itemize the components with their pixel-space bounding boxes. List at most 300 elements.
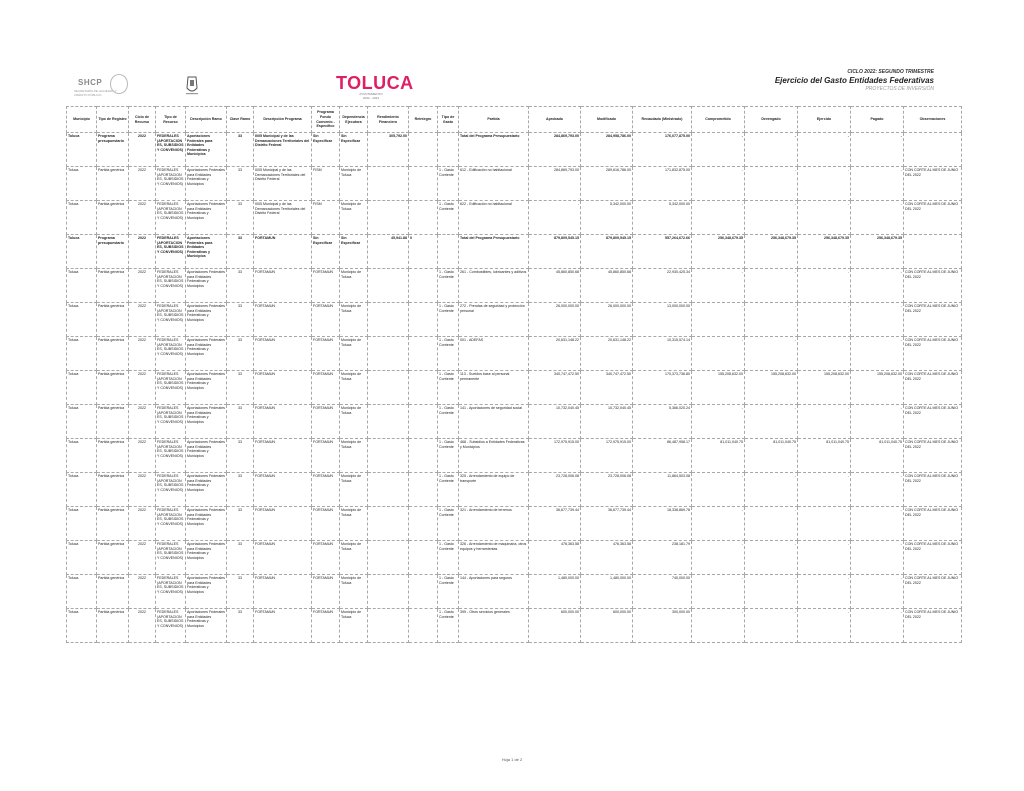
table-cell: 2022 (129, 473, 156, 507)
table-row (67, 269, 962, 303)
table-cell: 33 (227, 507, 254, 541)
table-cell: - (529, 201, 581, 235)
column-header: Dependencia Ejecutora (340, 107, 368, 133)
table-row (67, 541, 962, 575)
table-cell: 2022 (129, 167, 156, 201)
table-cell: - (745, 201, 798, 235)
table-cell: 340,747,472.50 (581, 371, 633, 405)
shcp-logo-subtext: SECRETARÍA DE HACIENDA Y CRÉDITO PÚBLICO (74, 89, 117, 97)
table-cell (409, 167, 438, 201)
table-cell: FORTAMUN (312, 609, 340, 643)
table-cell: 600,000.00 (529, 609, 581, 643)
toluca-logo-sub2: 2022 - 2024 (362, 96, 379, 100)
table-cell: FORTAMUN (312, 473, 340, 507)
table-cell: 1 - Gasto Corriente (438, 439, 459, 473)
column-header: Devengado (745, 107, 798, 133)
table-cell (368, 371, 409, 405)
table-row (67, 167, 962, 201)
table-cell: Municipio de Toluca (340, 303, 368, 337)
table-cell: 5,366,020.24 (633, 405, 692, 439)
table-cell: 2022 (129, 439, 156, 473)
table-cell: Toluca (67, 575, 97, 609)
table-cell: Sin Especificar (312, 235, 340, 269)
table-cell: Partida genérica (97, 507, 129, 541)
table-cell (368, 167, 409, 201)
table-cell: 476,363.58 (529, 541, 581, 575)
table-cell: 622 - Edificación no habitacional (459, 201, 529, 235)
toluca-logo-sub1: AYUNTAMIENTO (359, 92, 383, 96)
table-cell: Partida genérica (97, 269, 129, 303)
table-cell: Municipio de Toluca (340, 439, 368, 473)
table-cell: 33 (227, 541, 254, 575)
table-cell: Toluca (67, 507, 97, 541)
table-cell: 171,832,875.00 (633, 167, 692, 201)
table-cell: FEDERALES (APORTACIONES, SUBSIDIOS Y CONVENIOS) (156, 405, 186, 439)
table-cell: 10,315,574.14 (633, 337, 692, 371)
table-cell: 1 - Gasto Corriente (438, 269, 459, 303)
table-cell: Programa presupuestario (97, 133, 129, 167)
report-subtitle: PROYECTOS DE INVERSIÓN (865, 86, 934, 92)
table-cell: - (692, 337, 745, 371)
table-cell: FORTAMUN (254, 269, 312, 303)
toluca-logo-name: TOLUCA (336, 73, 414, 93)
table-cell (409, 473, 438, 507)
table-cell: Aportaciones Federales para Entidades Federativas y Municipios (186, 303, 227, 337)
table-cell: 1 - Gasto Corriente (438, 507, 459, 541)
table-cell: CON CORTE AL MES DE JUNIO DEL 2022 (904, 507, 962, 541)
table-cell: 2022 (129, 337, 156, 371)
table-cell: Partida genérica (97, 609, 129, 643)
table-cell: - (798, 507, 851, 541)
table-cell: FEDERALES (APORTACIONES, SUBSIDIOS Y CONVENIOS) (156, 371, 186, 405)
table-cell: Municipio de Toluca (340, 473, 368, 507)
table-cell: Toluca (67, 201, 97, 235)
column-header: Partida (459, 107, 529, 133)
column-header: Pagado (851, 107, 904, 133)
table-cell: 468 - Subsidios a Entidades Federativas y Municipios (459, 439, 529, 473)
table-cell: I005 Municipal y de las Demarcaciones Territoriales del Distrito Federal (254, 167, 312, 201)
table-cell: - (745, 167, 798, 201)
table-cell: 261 - Combustibles, lubricantes y aditivos (459, 269, 529, 303)
table-cell (409, 303, 438, 337)
table-cell: 45,941.88 (368, 235, 409, 269)
table-cell (409, 337, 438, 371)
table-cell: - (798, 337, 851, 371)
table-cell: Total del Programa Presupuestario (459, 235, 529, 269)
table-cell: 2022 (129, 609, 156, 643)
table-cell: 86,487,958.17 (633, 439, 692, 473)
table-cell: 33 (227, 405, 254, 439)
table-cell: FORTAMUN (312, 405, 340, 439)
table-cell: 20,631,148.22 (529, 337, 581, 371)
table-cell: CON CORTE AL MES DE JUNIO DEL 2022 (904, 167, 962, 201)
column-header: Rendimiento Financiero (368, 107, 409, 133)
table-cell (409, 269, 438, 303)
table-cell: 26,000,000.00 (581, 303, 633, 337)
column-header: Tipo de Registro (97, 107, 129, 133)
table-cell: - (745, 473, 798, 507)
table-cell: 33 (227, 575, 254, 609)
table-row (67, 507, 962, 541)
table-cell: Municipio de Toluca (340, 507, 368, 541)
table-cell (368, 269, 409, 303)
table-cell: - (851, 337, 904, 371)
table-cell: - (851, 575, 904, 609)
table-cell: - (692, 201, 745, 235)
table-body (67, 133, 962, 643)
table-cell: 1 - Gasto Corriente (438, 609, 459, 643)
table-cell: 1,480,000.00 (581, 575, 633, 609)
table-cell: 289,616,786.00 (581, 167, 633, 201)
table-cell: - (692, 473, 745, 507)
table-cell: 172,975,915.00 (529, 439, 581, 473)
table-cell: CON CORTE AL MES DE JUNIO DEL 2022 (904, 337, 962, 371)
table-cell: - (745, 405, 798, 439)
table-cell: FEDERALES (APORTACIONES, SUBSIDIOS Y CONVENIOS) (156, 507, 186, 541)
table-cell: Sin Especificar (340, 133, 368, 167)
table-cell: 2022 (129, 201, 156, 235)
table-cell: 36,677,739.44 (581, 507, 633, 541)
table-row (67, 303, 962, 337)
table-cell: - (745, 541, 798, 575)
table-cell: - (851, 473, 904, 507)
table-cell: 26,000,000.00 (529, 303, 581, 337)
table-cell: 20,631,148.22 (581, 337, 633, 371)
table-cell: Partida genérica (97, 167, 129, 201)
table-cell: 1 - Gasto Corriente (438, 473, 459, 507)
table-cell: FEDERALES (APORTACIONES, SUBSIDIOS Y CONVENIOS) (156, 337, 186, 371)
column-header: Comprometido (692, 107, 745, 133)
table-cell: 1 - Gasto Corriente (438, 167, 459, 201)
table-cell (368, 405, 409, 439)
table-cell (409, 371, 438, 405)
toluca-logo (336, 73, 414, 100)
table-cell: Toluca (67, 303, 97, 337)
table-cell: FISM (312, 167, 340, 201)
column-header: Recaudado (Ministrado) (633, 107, 692, 133)
table-cell: 155,208,632.00 (692, 371, 745, 405)
table-cell: 155,208,632.00 (745, 371, 798, 405)
table-cell: Aportaciones Federales para Entidades Federativas y Municipios (186, 439, 227, 473)
table-row (67, 439, 962, 473)
table-cell: CON CORTE AL MES DE JUNIO DEL 2022 (904, 269, 962, 303)
table-cell (409, 575, 438, 609)
table-cell: - (745, 303, 798, 337)
table-cell: FORTAMUN (312, 337, 340, 371)
table-cell (904, 133, 962, 167)
table-cell: Toluca (67, 473, 97, 507)
table-cell: Aportaciones Federales para Entidades Federativas y Municipios (186, 473, 227, 507)
table-cell: FEDERALES (APORTACIONES, SUBSIDIOS Y CONVENIOS) (156, 303, 186, 337)
table-cell: I005 Municipal y de las Demarcaciones Territoriales del Distrito Federal (254, 133, 312, 167)
table-cell: - (692, 609, 745, 643)
table-cell: FEDERALES (APORTACIONES, SUBSIDIOS Y CONVENIOS) (156, 439, 186, 473)
table-cell: 22,930,425.34 (633, 269, 692, 303)
table-cell: 144 - Aportaciones para seguros (459, 575, 529, 609)
table-cell: 155,208,632.00 (851, 371, 904, 405)
table-cell: - (692, 507, 745, 541)
report-header (775, 69, 934, 92)
table-cell: Aportaciones Federales para Entidades Federativas y Municipios (186, 507, 227, 541)
table-row (67, 473, 962, 507)
table-header-row (67, 107, 962, 133)
table-cell: 1 - Gasto Corriente (438, 201, 459, 235)
table-cell: 305,792.00 (368, 133, 409, 167)
table-cell: 18,338,869.78 (633, 507, 692, 541)
table-cell: FEDERALES (APORTACIONES, SUBSIDIOS Y CONVENIOS) (156, 269, 186, 303)
table-cell: - (692, 575, 745, 609)
column-header: Tipo de Recurso (156, 107, 186, 133)
table-cell: FEDERALES (APORTACIONES, SUBSIDIOS Y CONVENIOS) (156, 541, 186, 575)
table-cell: Municipio de Toluca (340, 269, 368, 303)
table-cell (438, 133, 459, 167)
table-cell: Municipio de Toluca (340, 371, 368, 405)
table-cell: 170,373,736.80 (633, 371, 692, 405)
mexico-seal-icon (110, 74, 128, 94)
table-cell: Programa presupuestario (97, 235, 129, 269)
table-cell: 2022 (129, 303, 156, 337)
table-cell (368, 303, 409, 337)
table-row (67, 337, 962, 371)
table-cell: Municipio de Toluca (340, 575, 368, 609)
table-cell: 1 - Gasto Corriente (438, 541, 459, 575)
shcp-logo (66, 74, 128, 96)
table-cell: - (851, 133, 904, 167)
table-cell: 33 (227, 235, 254, 269)
table-cell: FORTAMUN (312, 439, 340, 473)
table-cell: 33 (227, 371, 254, 405)
table-cell: Partida genérica (97, 473, 129, 507)
column-header: Ciclo de Recurso (129, 107, 156, 133)
table-cell: 2022 (129, 575, 156, 609)
table-cell: 879,809,545.15 (581, 235, 633, 269)
table-cell: I005 Municipal y de las Demarcaciones Territoriales del Distrito Federal (254, 201, 312, 235)
table-cell: FEDERALES (APORTACIONES, SUBSIDIOS Y CONVENIOS) (156, 167, 186, 201)
table-cell: 33 (227, 439, 254, 473)
table-summary-row (67, 235, 962, 269)
table-cell: 325 - Arrendamiento de equipo de transporte (459, 473, 529, 507)
table-cell: Municipio de Toluca (340, 405, 368, 439)
table-cell: 557,264,672.66 (633, 235, 692, 269)
table-cell: 13,000,000.00 (633, 303, 692, 337)
table-cell (409, 201, 438, 235)
table-cell: 81,011,040.75 (745, 439, 798, 473)
table-cell: - (798, 541, 851, 575)
table-cell: FORTAMUN (254, 405, 312, 439)
table-cell: 45,860,850.68 (581, 269, 633, 303)
report-cycle: CICLO 2022: SEGUNDO TRIMESTRE (847, 69, 934, 75)
table-cell: Toluca (67, 133, 97, 167)
table-cell: CON CORTE AL MES DE JUNIO DEL 2022 (904, 575, 962, 609)
table-cell: 1 - Gasto Corriente (438, 303, 459, 337)
table-cell: - (798, 405, 851, 439)
column-header: Reintegro (409, 107, 438, 133)
table-cell: FORTAMUN (254, 609, 312, 643)
table-cell: 10,732,040.45 (529, 405, 581, 439)
table-cell: - (851, 507, 904, 541)
table-cell: - (745, 507, 798, 541)
table-cell: Aportaciones Federales para Entidades Federativas y Municipios (186, 269, 227, 303)
table-row (67, 609, 962, 643)
table-cell: CON CORTE AL MES DE JUNIO DEL 2022 (904, 473, 962, 507)
table-cell: FORTAMUN (254, 439, 312, 473)
table-cell: CON CORTE AL MES DE JUNIO DEL 2022 (904, 201, 962, 235)
table-cell: FORTAMUN (254, 371, 312, 405)
table-row (67, 405, 962, 439)
table-cell: Municipio de Toluca (340, 337, 368, 371)
column-header: Ejercido (798, 107, 851, 133)
page-footer: Hoja 1 de 2 (501, 757, 523, 762)
table-cell: Total del Programa Presupuestario (459, 133, 529, 167)
table-cell: FORTAMUN (254, 575, 312, 609)
table-cell (409, 507, 438, 541)
table-cell: FORTAMUN (254, 541, 312, 575)
table-cell: - (798, 167, 851, 201)
table-cell: 33 (227, 473, 254, 507)
table-cell: CON CORTE AL MES DE JUNIO DEL 2022 (904, 439, 962, 473)
table-cell: 176,077,875.00 (633, 133, 692, 167)
table-cell (409, 439, 438, 473)
table-cell: 23,728,006.08 (529, 473, 581, 507)
table-cell: Aportaciones Federales para Entidades Federativas y Municipios (186, 337, 227, 371)
column-header: Tipo de Gasto (438, 107, 459, 133)
table-cell: - (745, 133, 798, 167)
column-header: Programa Fondo Convenio - Específico (312, 107, 340, 133)
table-cell: 001 - ADEFAS (459, 337, 529, 371)
table-cell: Aportaciones Federales para Entidades Federativas y Municipios (186, 371, 227, 405)
table-cell: 2022 (129, 405, 156, 439)
table-cell: 2022 (129, 371, 156, 405)
table-cell (368, 507, 409, 541)
table-cell: Toluca (67, 167, 97, 201)
table-cell: Toluca (67, 371, 97, 405)
table-cell: Partida genérica (97, 439, 129, 473)
table-cell: 272 - Prendas de seguridad y protección personal (459, 303, 529, 337)
table-cell: 2022 (129, 541, 156, 575)
table-cell: CON CORTE AL MES DE JUNIO DEL 2022 (904, 609, 962, 643)
table-cell: 113 - Sueldos base al personal permanente (459, 371, 529, 405)
table-cell: 340,747,472.50 (529, 371, 581, 405)
table-cell: FISM (312, 201, 340, 235)
table-cell: 155,208,632.00 (798, 371, 851, 405)
table-cell: 81,011,040.75 (798, 439, 851, 473)
table-cell: - (745, 337, 798, 371)
table-cell (368, 337, 409, 371)
table-cell: Toluca (67, 337, 97, 371)
table-cell: 33 (227, 303, 254, 337)
table-cell: Municipio de Toluca (340, 167, 368, 201)
table-cell: 10,732,040.45 (581, 405, 633, 439)
table-cell: FORTAMUN (312, 371, 340, 405)
table-cell: 2022 (129, 133, 156, 167)
table-cell: Municipio de Toluca (340, 201, 368, 235)
table-cell: Municipio de Toluca (340, 609, 368, 643)
table-cell: FORTAMUN (312, 269, 340, 303)
column-header: Municipio (67, 107, 97, 133)
table-cell: FORTAMUN (312, 507, 340, 541)
table-cell: 2022 (129, 269, 156, 303)
column-header: Observaciones (904, 107, 962, 133)
table-cell: Aportaciones Federales para Entidades Federativas y Municipios (186, 575, 227, 609)
table-cell: FORTAMUN (254, 337, 312, 371)
table-row (67, 371, 962, 405)
table-cell: - (692, 167, 745, 201)
table-cell: 256,348,679.35 (798, 235, 851, 269)
table-cell (409, 133, 438, 167)
table-cell: - (745, 269, 798, 303)
table-cell: 1 - Gasto Corriente (438, 575, 459, 609)
table-cell: 11,864,503.08 (633, 473, 692, 507)
table-cell: Aportaciones Federales para Entidades Federativas y Municipios (186, 609, 227, 643)
edomex-emblem-icon (180, 74, 204, 98)
column-header: Descripción Programa (254, 107, 312, 133)
table-cell (409, 405, 438, 439)
table-cell: FEDERALES (APORTACIONES, SUBSIDIOS Y CONVENIOS) (156, 575, 186, 609)
table-cell: - (851, 303, 904, 337)
table-cell: 284,958,786.00 (581, 133, 633, 167)
table-cell: Partida genérica (97, 337, 129, 371)
table-cell: Aportaciones Federales para Entidades Federativas y Municipios (186, 405, 227, 439)
table-cell: 45,860,850.68 (529, 269, 581, 303)
table-cell: Toluca (67, 269, 97, 303)
table-cell: - (851, 269, 904, 303)
table-cell: 740,000.00 (633, 575, 692, 609)
table-cell: 879,809,545.15 (529, 235, 581, 269)
table-cell: Sin Especificar (340, 235, 368, 269)
table-cell: 284,869,793.00 (529, 167, 581, 201)
table-cell: 172,975,915.00 (581, 439, 633, 473)
table-cell: 600,000.00 (581, 609, 633, 643)
table-cell: Aportaciones Federales para Entidades Federativas y Municipios (186, 541, 227, 575)
table-cell: 476,363.58 (581, 541, 633, 575)
table-cell: - (851, 609, 904, 643)
table-cell: Partida genérica (97, 541, 129, 575)
table-cell (368, 609, 409, 643)
table-cell: - (798, 609, 851, 643)
table-cell: Partida genérica (97, 575, 129, 609)
table-cell: 81,011,040.75 (692, 439, 745, 473)
table-cell: FORTAMUN (254, 235, 312, 269)
table-cell: 256,348,679.35 (692, 235, 745, 269)
table-cell: Toluca (67, 235, 97, 269)
table-cell: - (798, 575, 851, 609)
table-cell: 238,181.79 (633, 541, 692, 575)
report-title: Ejercicio del Gasto Entidades Federativas (774, 76, 934, 85)
table-cell (368, 575, 409, 609)
table-cell: 23,728,006.08 (581, 473, 633, 507)
table-cell: Toluca (67, 439, 97, 473)
table-cell: 284,869,793.00 (529, 133, 581, 167)
table-row (67, 575, 962, 609)
table-cell: 2022 (129, 235, 156, 269)
table-cell: - (692, 303, 745, 337)
table-cell: FEDERALES (APORTACIONES, SUBSIDIOS Y CONVENIOS) (156, 609, 186, 643)
table-cell: CON CORTE AL MES DE JUNIO DEL 2022 (904, 405, 962, 439)
column-header: Modificado (581, 107, 633, 133)
table-cell: FORTAMUN (312, 575, 340, 609)
table-row (67, 201, 962, 235)
table-cell: 81,011,040.75 (851, 439, 904, 473)
table-cell: - (745, 609, 798, 643)
table-cell: - (745, 575, 798, 609)
table-cell (409, 541, 438, 575)
table-cell: FEDERALES (APORTACIONES, SUBSIDIOS Y CONVENIOS) (156, 473, 186, 507)
table-cell: Toluca (67, 609, 97, 643)
table-cell (368, 541, 409, 575)
table-cell: 256,348,679.35 (745, 235, 798, 269)
table-cell (368, 473, 409, 507)
table-cell: Partida genérica (97, 405, 129, 439)
